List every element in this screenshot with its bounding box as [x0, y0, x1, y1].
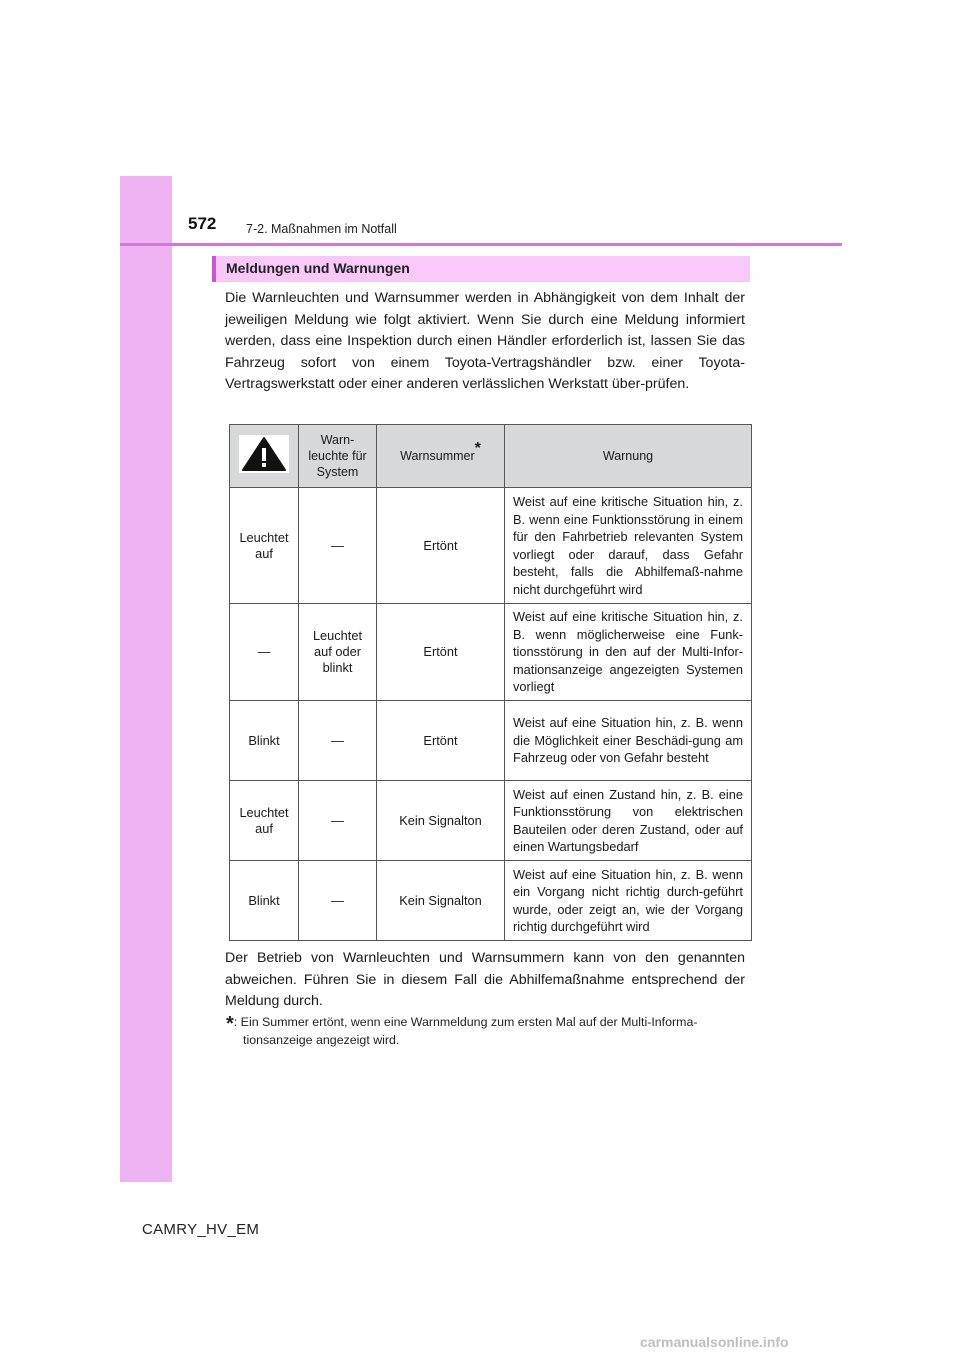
- buzzer-cell: Ertönt: [377, 701, 505, 781]
- warning-cell: Weist auf einen Zustand hin, z. B. eine Funktionsstörung von elektrischen Bauteilen oder deren Zustand, oder auf einen Wartungsbedarf: [505, 781, 752, 861]
- footer-code: CAMRY_HV_EM: [142, 1221, 260, 1238]
- buzzer-cell: Kein Signalton: [377, 861, 505, 941]
- table-row: [230, 604, 752, 701]
- buzzer-cell: Kein Signalton: [377, 781, 505, 861]
- buzzer-footnote-mark: *: [474, 439, 481, 457]
- section-heading-text: Meldungen und Warnungen: [226, 260, 410, 276]
- table-row: [230, 781, 752, 861]
- master-light-cell: Leuchtet auf: [230, 488, 299, 604]
- master-light-cell: Leuchtet auf: [230, 781, 299, 861]
- buzzer-header-label: Warnsummer: [400, 449, 475, 463]
- table-row: [230, 861, 752, 941]
- outro-paragraph: Der Betrieb von Warnleuchten und Warnsummern kann von den genannten abweichen. Führen Sie in diesem Fall die Abhilfemaßnahme entsprechend der Meldung durch.: [225, 950, 745, 1010]
- section-title: 7-2. Maßnahmen im Notfall: [246, 222, 397, 236]
- master-light-cell: Blinkt: [230, 861, 299, 941]
- warning-cell: Weist auf eine kritische Situation hin, z. B. wenn eine Funktionsstörung in einem für den Fahrbetrieb relevanten System vorliegt oder darauf, dass Gefahr besteht, falls die Abhilfemaß-nahme nicht durchgeführt wird: [505, 488, 752, 604]
- footnote: [226, 1014, 750, 1048]
- warning-triangle-icon: [239, 435, 289, 473]
- watermark: carmanualsonline.info: [640, 1334, 789, 1350]
- system-light-cell: —: [299, 701, 377, 781]
- system-light-cell: —: [299, 781, 377, 861]
- system-light-header: [299, 425, 377, 488]
- footnote-text-line1: : Ein Summer ertönt, wenn eine Warnmeldung zum ersten Mal auf der Multi-Informa-: [233, 1015, 698, 1029]
- intro-paragraph: Die Warnleuchten und Warnsummer werden in Abhängigkeit von dem Inhalt der jeweiligen Meldung wie folgt aktiviert. Wenn Sie durch eine Meldung informiert werden, dass eine Inspektion durch einen Händler erforderlich ist, lassen Sie das Fahrzeug sofort von einem Toyota-Vertragshändler bzw. einer Toyota-Vertragswerkstatt oder einer anderen verlässlichen Werkstatt über-prüfen.: [225, 290, 745, 393]
- buzzer-cell: Ertönt: [377, 604, 505, 701]
- master-light-cell: —: [230, 604, 299, 701]
- system-light-header-line2: leuchte für: [308, 449, 367, 463]
- side-band: [120, 176, 172, 1182]
- master-light-cell: Blinkt: [230, 701, 299, 781]
- system-light-header-line1: Warn-: [320, 433, 355, 447]
- system-light-cell: —: [299, 861, 377, 941]
- system-light-cell: —: [299, 488, 377, 604]
- table-header-row: [230, 425, 752, 488]
- buzzer-header: [377, 425, 505, 488]
- warning-header: Warnung: [505, 425, 752, 488]
- page-number: 572: [188, 214, 217, 233]
- system-light-header-line3: System: [316, 465, 359, 479]
- warning-cell: Weist auf eine Situation hin, z. B. wenn ein Vorgang nicht richtig durch-geführt wurde, oder zeigt an, wie der Vorgang richtig durchgeführt wird: [505, 861, 752, 941]
- buzzer-cell: Ertönt: [377, 488, 505, 604]
- table-row: [230, 701, 752, 781]
- system-light-cell: Leuchtet auf oder blinkt: [299, 604, 377, 701]
- footnote-text-line2: tionsanzeige angezeigt wird.: [243, 1033, 400, 1047]
- section-heading: [212, 256, 750, 282]
- footnote-mark: *: [226, 1013, 234, 1035]
- master-warning-header: [230, 425, 299, 488]
- warning-cell: Weist auf eine Situation hin, z. B. wenn die Möglichkeit einer Beschädi-gung am Fahrzeug oder von Gefahr besteht: [505, 701, 752, 781]
- warning-cell: Weist auf eine kritische Situation hin, z. B. wenn möglicherweise eine Funk-tionsstörung in den auf der Multi-Infor-mationsanzeige angezeigten Systemen vorliegt: [505, 604, 752, 701]
- warning-table: [229, 424, 752, 941]
- header-rule: [120, 243, 842, 246]
- table-row: [230, 488, 752, 604]
